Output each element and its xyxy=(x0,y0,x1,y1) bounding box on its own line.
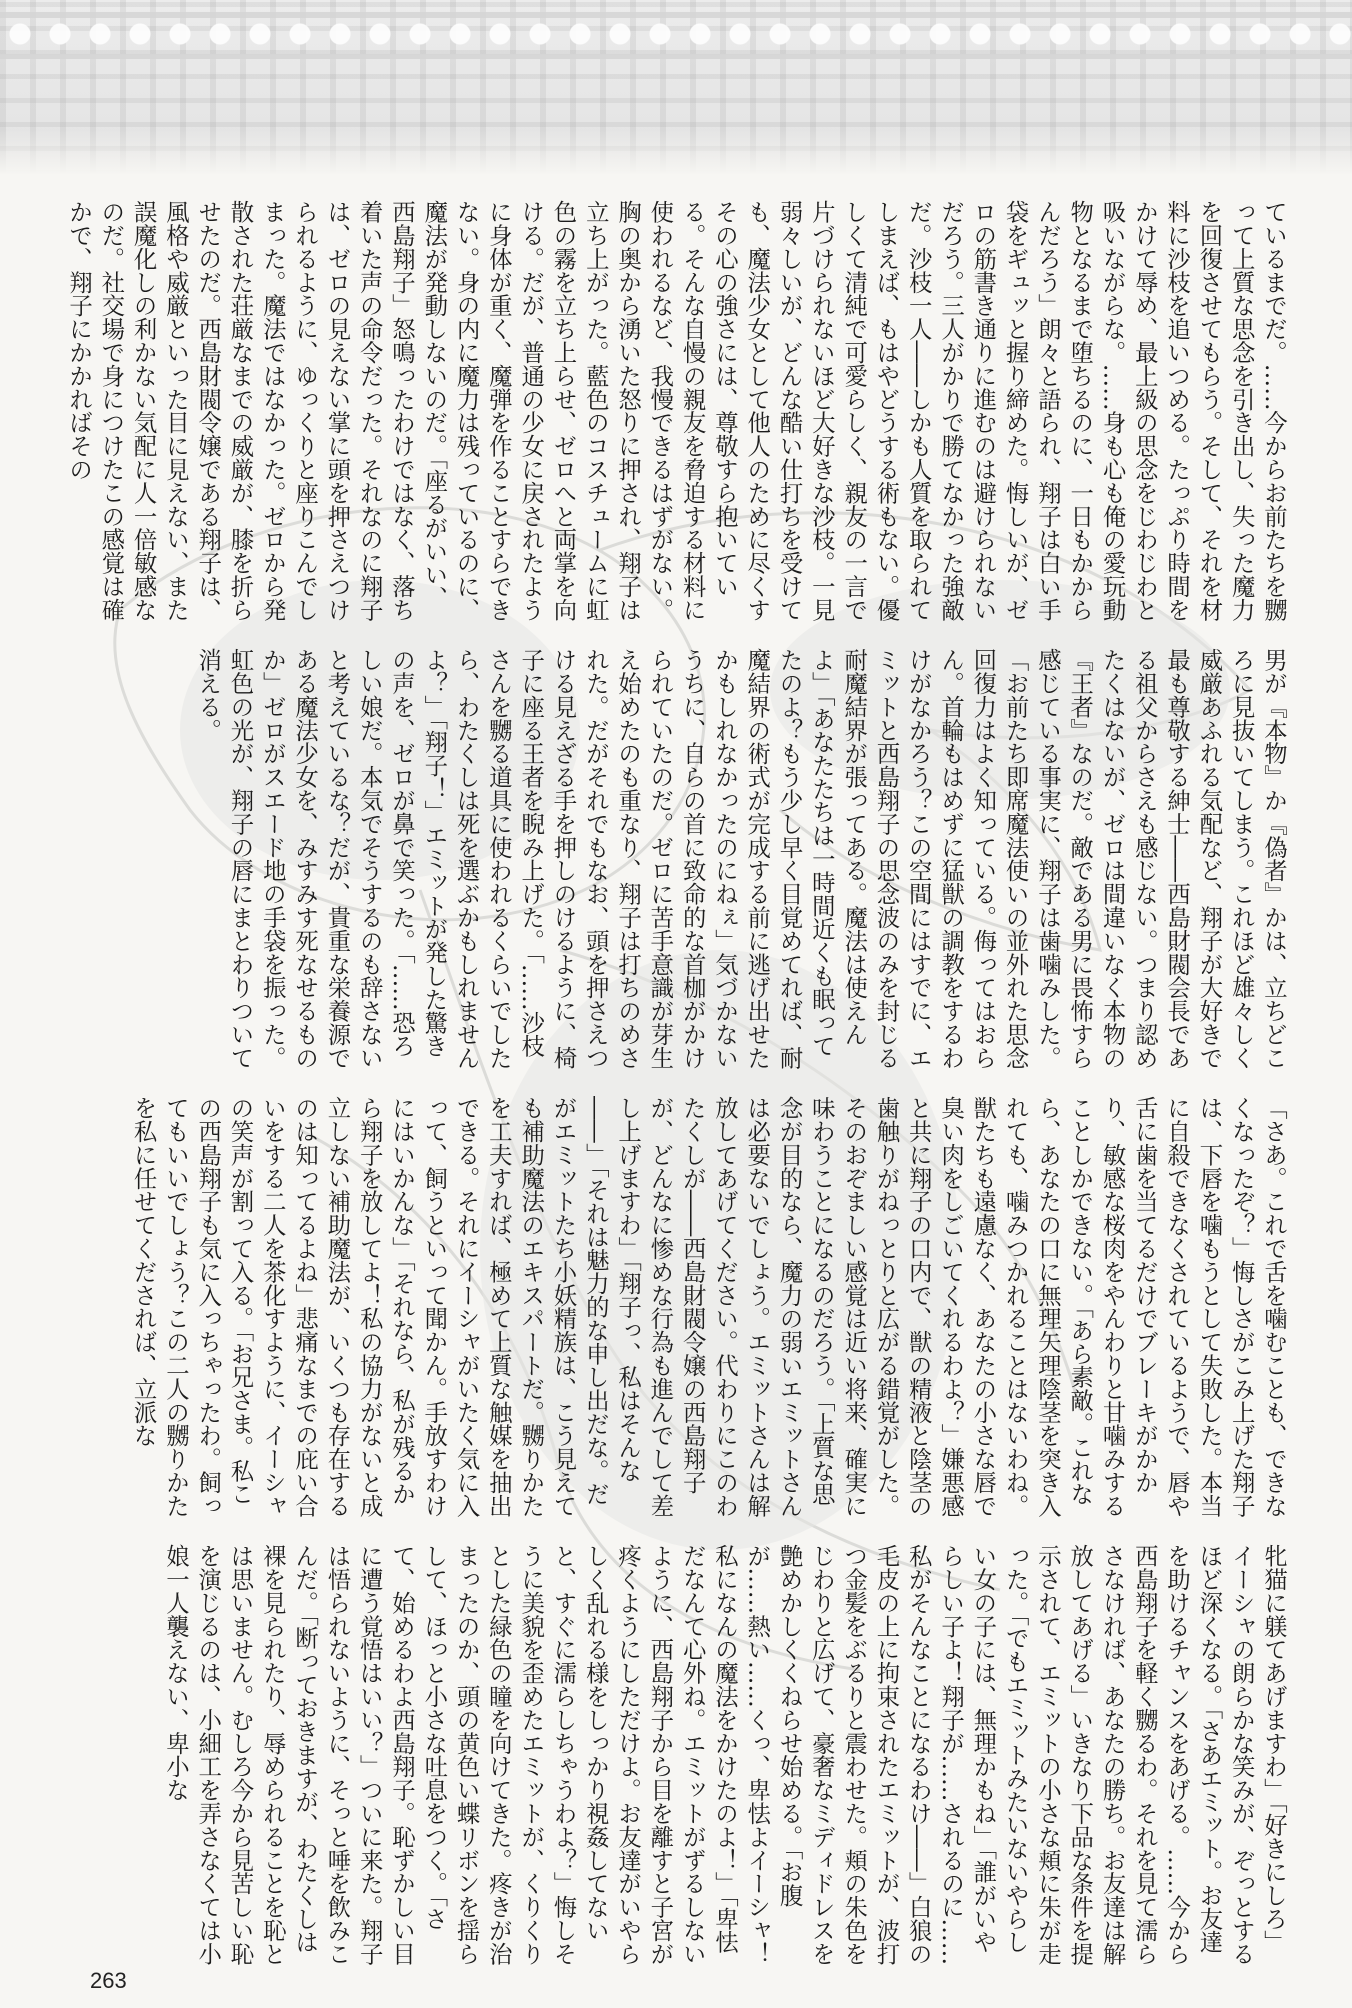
text-column-block-4 xyxy=(88,1544,1290,1974)
body-text-1: ているまでだ。……今からお前たちを嬲って上質な思念を引き出し、失った魔力を回復させてもらう。そして、それを材料に沙枝を追いつめる。たっぷり時間をかけて辱め、最上級の思念をじわじわと吸いながらな。……身も心も俺の愛玩動物となるまで堕ちるのに、一日もかからんだろう」朗々と語られ、翔子は白い手袋をギュッと握り締めた。悔しいが、ゼロの筋書き通りに進むのは避けられないだろう。三人がかりで勝てなかった強敵だ。沙枝一人――しかも人質を取られてしまえば、もはやどうする術もない。優しくて清純で可愛らしく、親友の一言で片づけられないほど大好きな沙枝。一見弱々しいが、どんな酷い仕打ちを受けても、魔法少女として他人のために尽くすその心の強さには、尊敬すら抱いている。そんな自慢の親友を脅迫する材料に使われるなど、我慢できるはずがない。胸の奥から湧いた怒りに押され、翔子は立ち上がった。藍色のコスチュームに虹色の霧を立ち上らせ、ゼロへと両掌を向ける。だが、普通の少女に戻されたように身体が重く、魔弾を作ることすらできない。身の内に魔力は残っているのに、魔法が発動しないのだ。「座るがいい、西島翔子」怒鳴ったわけではなく、落ち着いた声の命令だった。それなのに翔子は、ゼロの見えない掌に頭を押さえつけられるように、ゆっくりと座りこんでしまった。魔法ではなかった。ゼロから発散された荘厳なまでの威厳が、膝を折らせたのだ。西島財閥令嬢である翔子は、風格や威厳といった目に見えない、また誤魔化しの利かない気配に人一倍敏感なのだ。社交場で身につけたこの感覚は確かで、翔子にかかればその xyxy=(65,200,1288,622)
header-fade xyxy=(0,130,1352,175)
decorative-header-band xyxy=(0,0,1352,175)
text-column-block-3 xyxy=(88,1096,1290,1526)
body-text-4: 牝猫に躾てあげますわ」「好きにしろ」イーシャの朗らかな笑みが、ぞっとするほど深くなる。「さあエミット。お友達を助けるチャンスをあげる。……今から西島翔子を軽く嬲るわ。それを見て濡らさなければ、あなたの勝ち。お友達は解放してあげる」いきなり下品な条件を提示されて、エミットの小さな頬に朱が走った。「でもエミットみたいないやらしい女の子には、無理かもね」「誰がいやらしい子よ！翔子が……されるのに……私がそんなことになるわけ――」白狼の毛皮の上に拘束されたエミットが、波打つ金髪をぶるりと震わせた。頬の朱色をじわりと広げて、豪奢なミディドレスを艶めかしくくねらせ始める。「お腹が……熱い……くっ、卑怯よイーシャ！私になんの魔法をかけたのよ！」「卑怯だなんて心外ね。エミットがずるしないように、西島翔子から目を離すと子宮が疼くようにしただけよ。お友達がいやらしく乱れる様をしっかり視姦してないと、すぐに濡らしちゃうわよ？」悔しそうに美貌を歪めたエミットが、くりくりとした緑色の瞳を向けてきた。疼きが治まったのか、頭の黄色い蝶リボンを揺らして、ほっと小さな吐息をつく。「さて、始めるわよ西島翔子。恥ずかしい目に遭う覚悟はいい？」ついに来た。翔子は悟られないように、そっと唾を飲みこんだ。「断っておきますが、わたくしは裸を見られたり、辱められることを恥とは思いません。むしろ今から見苦しい恥を演じるのは、小細工を弄さなくては小娘一人襲えない、卑小な xyxy=(161,1544,1288,1966)
text-column-block-2 xyxy=(88,648,1290,1078)
text-column-block-1 xyxy=(65,200,1290,630)
page-number: 263 xyxy=(90,1968,127,1993)
body-text-2: 男が『本物』か『偽者』かは、立ちどころに見抜いてしまう。これほど雄々しく威厳あふれる気配など、翔子が大好きで最も尊敬する紳士――西島財閥会長である祖父からさえも感じない。つまり認めたくはないが、ゼロは間違いなく本物の『王者』なのだ。敵である男に畏怖すら感じている事実に、翔子は歯噛みした。「お前たち即席魔法使いの並外れた思念回復力はよく知っている。侮ってはおらん。首輪もはめずに猛獣の調教をするわけがなかろう？この空間にはすでに、エミットと西島翔子の思念波のみを封じる耐魔結界が張ってある。魔法は使えんよ」「あなたたちは一時間近くも眠ってたのよ？もう少し早く目覚めてれば、耐魔結界の術式が完成する前に逃げ出せたかもしれなかったのにねぇ」気づかないうちに、自らの首に致命的な首枷がかけられていたのだ。ゼロに苦手意識が芽生え始めたのも重なり、翔子は打ちのめされた。だがそれでもなお、頭を押さえつける見えざる手を押しのけるように、椅子に座る王者を睨み上げた。「……沙枝さんを嬲る道具に使われるくらいでしたら、わたくしは死を選ぶかもしれませんよ？」「翔子！」エミットが発した驚きの声を、ゼロが鼻で笑った。「……恐ろしい娘だ。本気でそうするのも辞さないと考えているな？だが、貴重な栄養源である魔法少女を、みすみす死なせるものか」ゼロがスエード地の手袋を振った。虹色の光が、翔子の唇にまとわりついて消える。 xyxy=(194,648,1288,1070)
lace-border xyxy=(0,0,1352,70)
body-text-3: 「さあ。これで舌を噛むことも、できなくなったぞ？」悔しさがこみ上げた翔子は、下唇を噛もうとして失敗した。本当に自殺できなくされているようで、唇や舌に歯を当てるだけでブレーキがかかり、敏感な桜肉をやんわりと甘噛みすることしかできない。「あら素敵。これなら、あなたの口に無理矢理陰茎を突き入れても、噛みつかれることはないわね。獣たちも遠慮なく、あなたの小さな唇で臭い肉をしごいてくれるわよ？」嫌悪感と共に翔子の口内で、獣の精液と陰茎の歯触りがねっとりと広がる錯覚がした。そのおぞましい感覚は近い将来、確実に味わうことになるのだろう。「上質な思念が目的なら、魔力の弱いエミットさんは必要ないでしょう。エミットさんは解放してあげてください。代わりにこのわたくしが――西島財閥令嬢の西島翔子が、どんなに惨めな行為も進んでして差し上げますわ」「翔子っ、私はそんな――」「それは魅力的な申し出だな。だがエミットたち小妖精族は、こう見えても補助魔法のエキスパートだ。嬲りかたを工夫すれば、極めて上質な触媒を抽出できる。それにイーシャがいたく気に入って、飼うといって聞かん。手放すわけにはいかんな」「それなら、私が残るから翔子を放してよ！私の協力がないと成立しない補助魔法が、いくつも存在するのは知ってるよね」悲痛なまでの庇い合いをする二人を茶化すように、イーシャの笑声が割って入る。「お兄さま。私この西島翔子も気に入っちゃったわ。飼ってもいいでしょう？この二人の嬲りかたを私に任せてくだされば、立派な xyxy=(129,1096,1288,1518)
